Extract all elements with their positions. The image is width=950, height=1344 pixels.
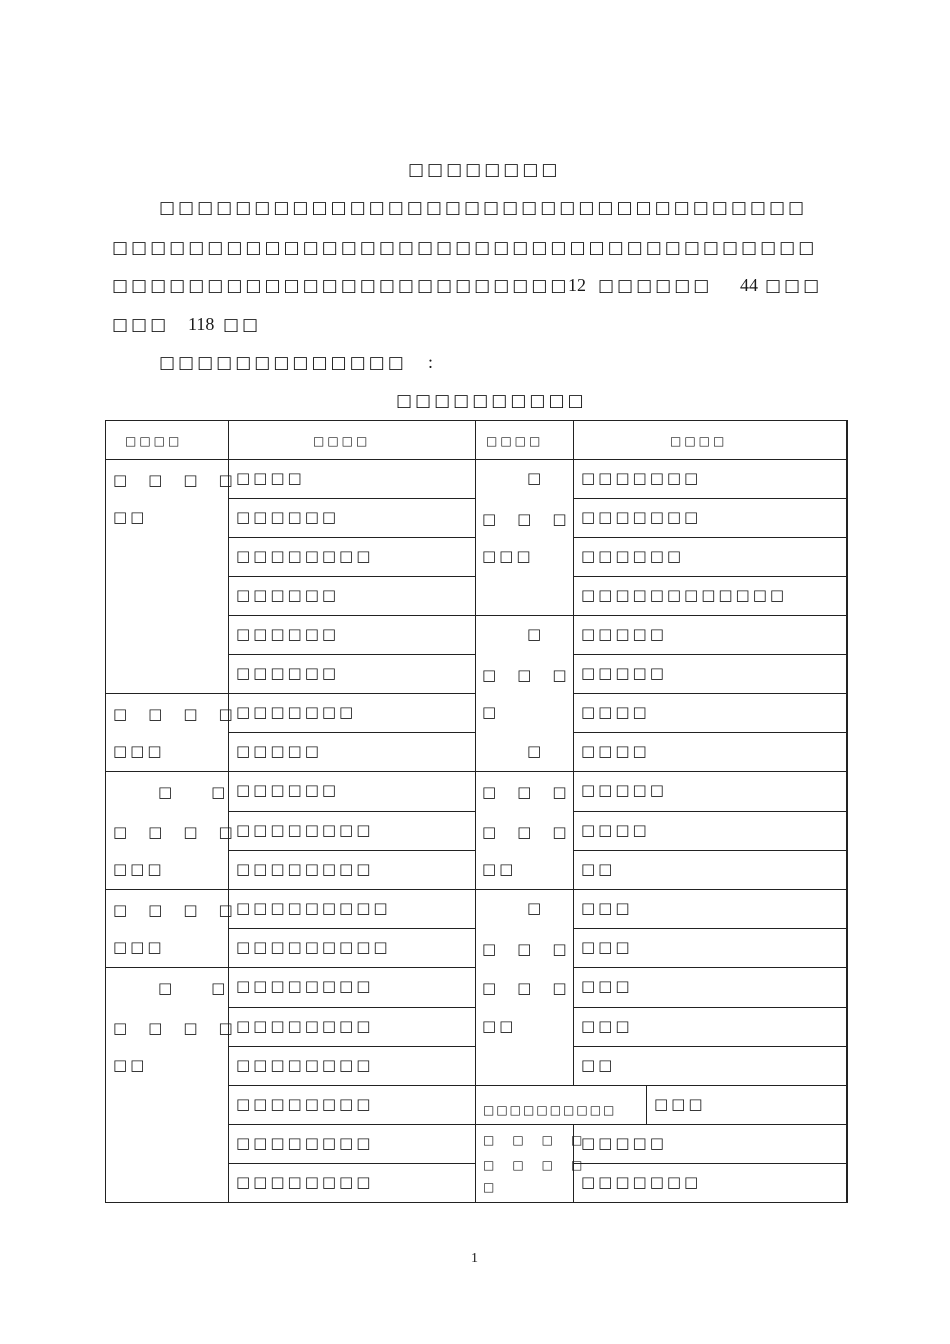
left-group-cell: □□□ (113, 742, 165, 760)
mid-group-cell: □□□ (482, 547, 534, 565)
table-cell-col4: □□□□□□ (581, 547, 685, 565)
table-cell-col2: □□□□ (236, 469, 305, 487)
mid-wide-label: □□□□□□□□□□ (483, 1103, 617, 1117)
row-divider (228, 850, 475, 851)
table-cell-col2: □□□□□□ (236, 664, 340, 682)
left-group-cell: □□□ (113, 938, 165, 956)
mid-group-cell: □ □ □ (482, 823, 570, 841)
mid-wide-value: □□□ (654, 1095, 706, 1113)
mid-group-cell: □□ (482, 860, 517, 878)
row-divider (228, 811, 475, 812)
paragraph-1-line-3-number-1: 12 (568, 275, 586, 295)
paragraph-1-line-3-number-2: 44 (740, 275, 758, 295)
left-group-cell: □ □ (158, 783, 229, 801)
table-cell-col4: □□□□ (581, 742, 650, 760)
table-cell-col2: □□□□□□□□□ (236, 938, 391, 956)
left-group-cell: □ □ (158, 979, 229, 997)
left-group-cell: □ □ □ □ (113, 1019, 236, 1037)
row-divider (573, 498, 847, 499)
table-border-right (846, 420, 848, 1203)
table-cell-col2: □□□□□□□□ (236, 860, 374, 878)
paragraph-1-line-3-text-a: □□□□□□□□□□□□□□□□□□□□□□□□ (112, 276, 570, 296)
row-divider (573, 654, 847, 655)
paragraph-1-line-4-text-b: □□ (223, 315, 262, 335)
mid-group-cell: □ □ □ (482, 510, 570, 528)
mid-group-cell: □ (482, 703, 500, 721)
table-cell-col4: □□□□□ (581, 781, 667, 799)
row-divider (228, 1085, 847, 1086)
table-header-cell: □□□□ (125, 434, 183, 448)
table-cell-col4: □□□□□□□ (581, 469, 702, 487)
mid-group-cell: □□ (482, 1017, 517, 1035)
paragraph-1-line-4-number: 118 (188, 314, 215, 334)
row-divider (573, 1007, 847, 1008)
row-divider (228, 1163, 475, 1164)
row-divider (573, 928, 847, 929)
mid-group-cell: □ (527, 625, 545, 643)
table-cell-col2: □□□□□□□ (236, 703, 357, 721)
table-header-cell: □□□□ (313, 434, 371, 448)
column-divider-3 (573, 420, 574, 1085)
table-cell-col4: □□□□□ (581, 664, 667, 682)
paragraph-1-line-4-text-a: □□□ (112, 315, 170, 335)
row-divider (228, 1007, 475, 1008)
table-cell-col4: □□ (581, 860, 616, 878)
row-divider (228, 654, 475, 655)
row-divider (228, 1046, 475, 1047)
mid-last-line: □ □ □ □ (483, 1133, 586, 1147)
mid-last-line: □ (483, 1180, 498, 1194)
table-cell-col4: □□□□□ (581, 1134, 667, 1152)
table-cell-col2: □□□□□□□□ (236, 1134, 374, 1152)
table-cell-col4: □□□□□ (581, 625, 667, 643)
table-cell-col4: □□□□ (581, 821, 650, 839)
left-group-cell: □□ (113, 508, 148, 526)
row-divider (105, 693, 475, 694)
paragraph-1-line-2: □□□□□□□□□□□□□□□□□□□□□□□□□□□□□□□□□□□□□ (112, 238, 818, 258)
table-cell-col2: □□□□□□□□ (236, 977, 374, 995)
table-cell-col2: □□□□□□□□□ (236, 899, 391, 917)
table-cell-col2: □□□□□□□□ (236, 821, 374, 839)
mid-last-line: □ □ □ □ (483, 1158, 586, 1172)
row-divider (573, 537, 847, 538)
row-divider (573, 576, 847, 577)
row-divider (573, 693, 847, 694)
table-cell-col4: □□□ (581, 899, 633, 917)
table-title: □□□□□□□□□□ (396, 391, 587, 411)
table-cell-col4: □□□□□□□□□□□□ (581, 586, 788, 604)
table-cell-col4: □□□□□□□ (581, 1173, 702, 1191)
table-cell-col4: □□□ (581, 1017, 633, 1035)
table-cell-col2: □□□□□□□□ (236, 1017, 374, 1035)
mid-group-cell: □ □ □ (482, 979, 570, 997)
table-cell-col4: □□□□□□□ (581, 508, 702, 526)
row-divider (228, 537, 475, 538)
row-divider (573, 1046, 847, 1047)
column-divider-wide-row (646, 1085, 647, 1125)
table-cell-col4: □□□ (581, 977, 633, 995)
row-divider (573, 850, 847, 851)
table-header-cell: □□□□ (486, 434, 544, 448)
doc-title: □□□□□□□□ (408, 160, 561, 180)
table-cell-col2: □□□□□□ (236, 625, 340, 643)
table-cell-col2: □□□□□□ (236, 781, 340, 799)
left-group-cell: □ □ □ □ (113, 471, 236, 489)
table-cell-col4: □□□ (581, 938, 633, 956)
paragraph-2-colon: : (428, 352, 434, 372)
table-border-left (105, 420, 106, 1203)
mid-group-cell: □ □ □ (482, 783, 570, 801)
column-divider-1 (228, 420, 229, 1203)
left-group-cell: □□□ (113, 860, 165, 878)
page-number: 1 (471, 1251, 478, 1266)
left-group-cell: □ □ □ □ (113, 823, 236, 841)
mid-group-cell: □ (527, 742, 545, 760)
row-divider (573, 1163, 847, 1164)
row-divider (228, 498, 475, 499)
mid-group-cell: □ (527, 469, 545, 487)
row-divider (228, 1124, 847, 1125)
paragraph-1-line-3-text-b: □□□□□□ (598, 276, 713, 296)
table-cell-col2: □□□□□□ (236, 586, 340, 604)
paragraph-1-line-1: □□□□□□□□□□□□□□□□□□□□□□□□□□□□□□□□□□ (159, 198, 808, 218)
mid-group-cell: □ (527, 899, 545, 917)
row-divider (228, 732, 475, 733)
row-divider (228, 576, 475, 577)
mid-group-cell: □ □ □ (482, 940, 570, 958)
table-cell-col2: □□□□□□□□ (236, 1095, 374, 1113)
left-group-cell: □ □ □ □ (113, 901, 236, 919)
row-divider (573, 732, 847, 733)
paragraph-2-text: □□□□□□□□□□□□□ (159, 353, 407, 373)
row-divider (573, 967, 847, 968)
row-divider (228, 928, 475, 929)
row-divider (228, 615, 847, 616)
table-cell-col4: □□□□ (581, 703, 650, 721)
paragraph-1-line-3-text-c: □□□ (765, 276, 823, 296)
left-group-cell: □□ (113, 1056, 148, 1074)
table-cell-col2: □□□□□□□□ (236, 1173, 374, 1191)
table-cell-col2: □□□□□□□□ (236, 1056, 374, 1074)
row-divider (573, 811, 847, 812)
left-group-cell: □ □ □ □ (113, 705, 236, 723)
table-cell-col4: □□ (581, 1056, 616, 1074)
table-cell-col2: □□□□□□□□ (236, 547, 374, 565)
table-cell-col2: □□□□□□ (236, 508, 340, 526)
row-divider (105, 967, 475, 968)
column-divider-2 (475, 420, 476, 1203)
table-header-cell: □□□□ (670, 434, 728, 448)
table-cell-col2: □□□□□ (236, 742, 322, 760)
mid-group-cell: □ □ □ (482, 666, 570, 684)
